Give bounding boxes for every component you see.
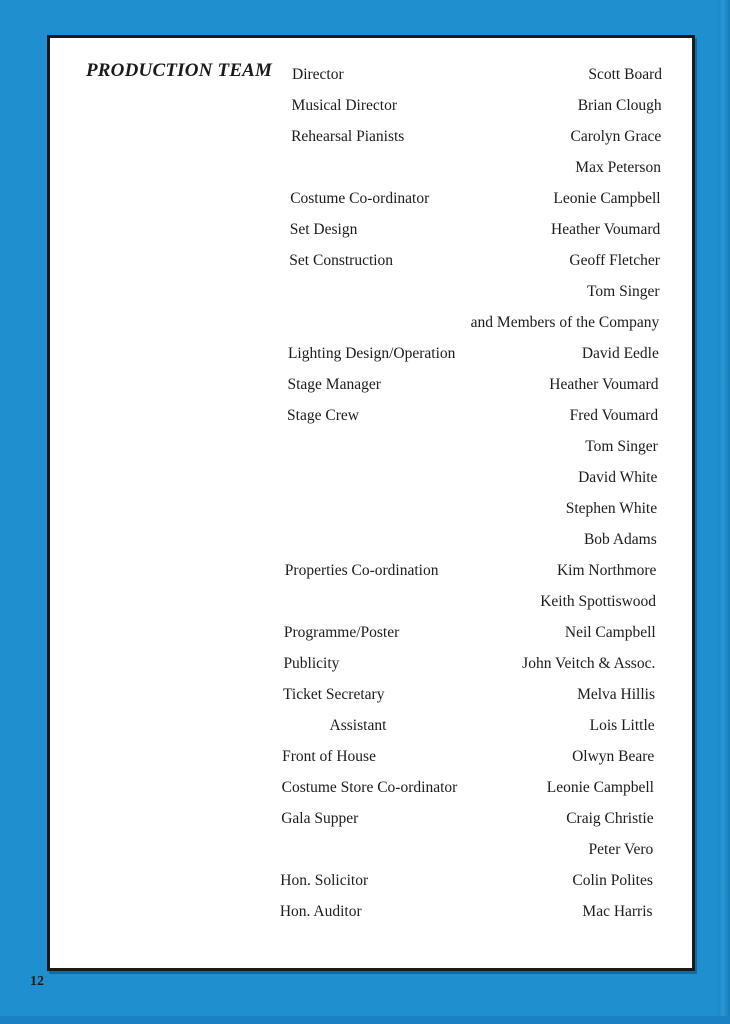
credit-role: Set Design (289, 221, 358, 238)
credit-row (50, 872, 692, 894)
credit-name: Carolyn Grace (570, 128, 662, 145)
credit-role: Costume Co-ordinator (290, 190, 430, 207)
credit-role: Hon. Solicitor (280, 872, 369, 889)
credit-row (50, 686, 692, 708)
credit-row (50, 562, 692, 584)
credit-row (50, 438, 692, 460)
credit-row (50, 97, 692, 119)
credit-name: Bob Adams (583, 531, 657, 548)
credit-name: David White (578, 469, 658, 486)
credit-name: Craig Christie (566, 810, 654, 827)
credit-name: Brian Clough (577, 97, 662, 114)
credit-name: John Veitch & Assoc. (522, 655, 656, 672)
credit-name: Olwyn Beare (572, 748, 655, 765)
credit-name: Heather Voumard (551, 221, 661, 238)
credit-row (50, 500, 692, 522)
credit-row (50, 407, 692, 429)
page-edge-bottom (0, 1016, 730, 1024)
credit-role: Hon. Auditor (279, 903, 362, 920)
credit-row (50, 779, 692, 801)
production-team-panel (47, 35, 695, 971)
credit-name: Scott Board (588, 66, 662, 83)
credit-role: Set Construction (289, 252, 394, 269)
credit-row (50, 531, 692, 553)
credit-row (50, 624, 692, 646)
credit-row (50, 376, 692, 398)
credit-role: Assistant (329, 717, 387, 734)
credit-row (50, 593, 692, 615)
credit-role: Properties Co-ordination (284, 562, 439, 579)
credit-role: Musical Director (291, 97, 397, 114)
credit-name: Tom Singer (585, 438, 658, 455)
credit-row (50, 159, 692, 181)
credit-name: Stephen White (565, 500, 658, 517)
credit-name: Melva Hillis (577, 686, 655, 703)
credit-name: Leonie Campbell (546, 779, 654, 796)
credit-name: Neil Campbell (564, 624, 656, 641)
credits-list (50, 38, 692, 968)
credit-name: Heather Voumard (549, 376, 659, 393)
credit-name: Colin Polites (572, 872, 653, 889)
credit-row (50, 841, 692, 863)
credit-role: Ticket Secretary (283, 686, 385, 703)
credit-role: Gala Supper (281, 810, 359, 827)
credit-name: Lois Little (589, 717, 655, 734)
credit-name: Kim Northmore (556, 562, 657, 579)
credit-role: Programme/Poster (283, 624, 400, 641)
credit-name: Leonie Campbell (553, 190, 661, 207)
credit-role: Publicity (283, 655, 340, 672)
credit-name: Peter Vero (588, 841, 654, 858)
credit-role: Stage Manager (287, 376, 381, 393)
credit-role: Costume Store Co-ordinator (281, 779, 458, 796)
credit-row (50, 128, 692, 150)
production-team-heading: PRODUCTION TEAM (86, 60, 273, 81)
credit-row (50, 345, 692, 367)
credit-name: Fred Voumard (569, 407, 659, 424)
credit-name: Keith Spottiswood (540, 593, 657, 610)
credit-name: Mac Harris (582, 903, 653, 920)
credit-row (50, 717, 692, 739)
credit-name: Geoff Fletcher (569, 252, 660, 269)
credit-row (50, 748, 692, 770)
credit-role: Stage Crew (287, 407, 359, 424)
credit-row (50, 283, 692, 305)
page-number: 12 (30, 974, 44, 989)
credit-role: Front of House (282, 748, 376, 765)
credit-row (50, 655, 692, 677)
page-edge-right (718, 0, 730, 1024)
credit-name: David Eedle (581, 345, 659, 362)
credit-role: Lighting Design/Operation (287, 345, 456, 362)
credit-row (50, 252, 692, 274)
credit-row (50, 190, 692, 212)
credit-role: Director (292, 66, 344, 83)
credit-row (50, 66, 692, 88)
credit-row (50, 469, 692, 491)
credit-row (50, 903, 692, 925)
credit-row (50, 221, 692, 243)
credit-row (50, 810, 692, 832)
credit-name: and Members of the Company (470, 314, 660, 331)
credit-name: Tom Singer (587, 283, 660, 300)
credit-role: Rehearsal Pianists (291, 128, 405, 145)
credit-row (50, 314, 692, 336)
credit-name: Max Peterson (575, 159, 661, 176)
